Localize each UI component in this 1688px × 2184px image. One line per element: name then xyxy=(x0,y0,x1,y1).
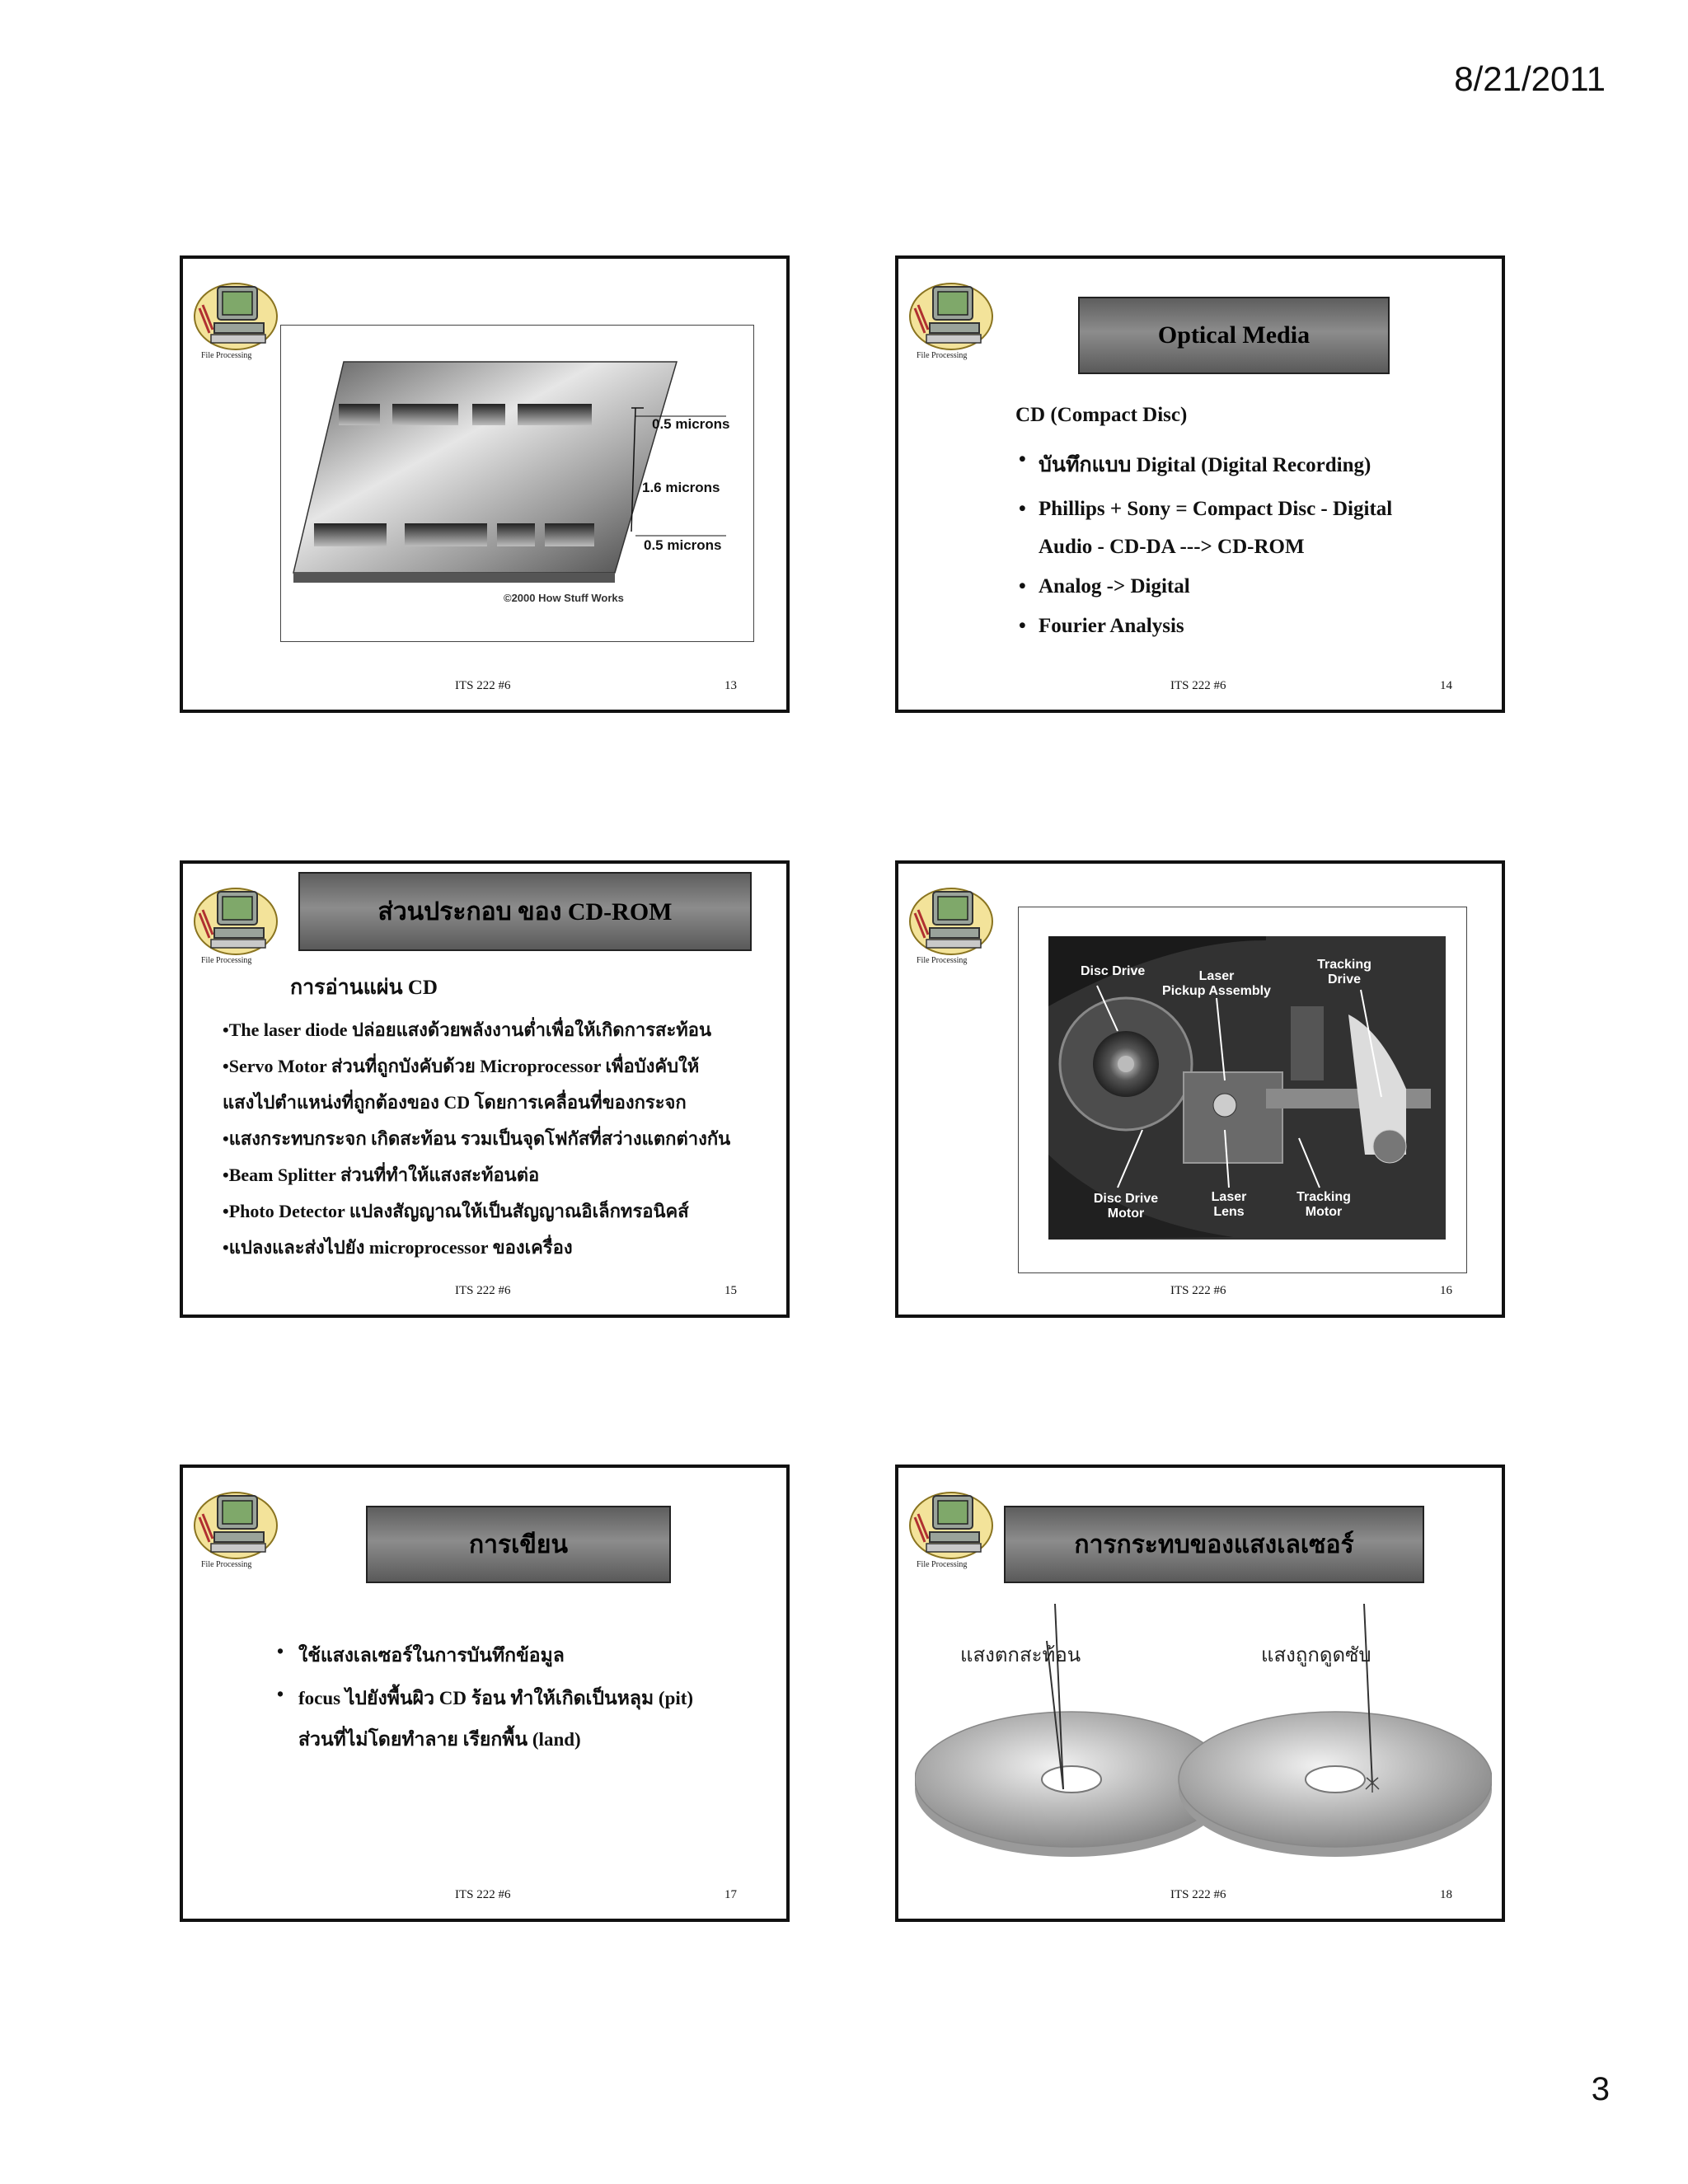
footer-course: ITS 222 #6 xyxy=(455,679,511,692)
slide-13 xyxy=(180,255,790,713)
label-copyright: ©2000 How Stuff Works xyxy=(504,592,624,604)
label-disc-drive-motor-1: Disc Drive xyxy=(1093,1192,1159,1206)
slide-number: 13 xyxy=(724,679,737,692)
label-pickup-assembly: Pickup Assembly xyxy=(1162,984,1271,998)
text-line: •Photo Detector แปลงสัญญาณให้เป็นสัญญาณอิเล็กทรอนิคส์ xyxy=(223,1201,689,1221)
slide-number: 17 xyxy=(724,1888,737,1901)
label-0-5-microns-bottom: 0.5 microns xyxy=(644,537,722,553)
logo-label: File Processing xyxy=(201,956,252,965)
footer-course: ITS 222 #6 xyxy=(455,1284,511,1297)
text-line: •Beam Splitter ส่วนที่ทำให้แสงสะท้อนต่อ xyxy=(223,1165,540,1185)
label-disc-drive: Disc Drive xyxy=(1081,964,1146,978)
slide-17 xyxy=(180,1465,790,1922)
logo-label: File Processing xyxy=(917,1560,968,1569)
label-1-6-microns: 1.6 microns xyxy=(642,480,720,495)
slide-title: ส่วนประกอบ ของ CD-ROM xyxy=(298,872,752,951)
bullet-item: • บันทึกแบบ Digital (Digital Recording) xyxy=(1015,448,1392,481)
computer-clipart-icon xyxy=(908,1484,995,1563)
computer-clipart-icon xyxy=(193,1484,279,1563)
logo-label: File Processing xyxy=(201,351,252,360)
slide-16 xyxy=(895,860,1505,1318)
label-laser-lens-1: Laser xyxy=(1211,1190,1247,1204)
slide-number: 15 xyxy=(724,1284,737,1297)
computer-clipart-icon xyxy=(193,880,279,958)
logo-label: File Processing xyxy=(917,956,968,965)
cd-reading-lines xyxy=(223,1012,730,1266)
cd-drive-photo-frame xyxy=(1018,907,1467,1273)
label-absorbed-light: แสงถูกดูดซับ xyxy=(1261,1643,1372,1666)
bullet-list xyxy=(274,1641,693,1768)
slide-18 xyxy=(895,1465,1505,1922)
text-line: •แปลงและส่งไปยัง microprocessor ของเครื่อง xyxy=(223,1237,573,1258)
label-disc-drive-motor-2: Motor xyxy=(1107,1207,1145,1221)
bullet-item: • focus ไปยังพื้นผิว CD ร้อน ทำให้เกิดเป็นหลุม (pit) ส่วนที่ไม่โดยทำลาย เรียกพื้น (land) xyxy=(274,1684,693,1755)
label-0-5-microns-top: 0.5 microns xyxy=(652,416,730,432)
slide-title: การเขียน xyxy=(366,1506,671,1583)
footer-course: ITS 222 #6 xyxy=(1170,1284,1226,1297)
computer-clipart-icon xyxy=(908,275,995,354)
bullet-item: • Analog -> Digital xyxy=(1015,575,1392,598)
page-date: 8/21/2011 xyxy=(1454,59,1606,98)
bullet-item: • Fourier Analysis xyxy=(1015,615,1392,638)
label-tracking: Tracking xyxy=(1317,958,1372,972)
label-tracking-motor-1: Tracking xyxy=(1296,1190,1351,1204)
slide-number: 14 xyxy=(1440,679,1452,692)
text-line: •แสงกระทบกระจก เกิดสะท้อน รวมเป็นจุดโฟกัสที่สว่างแตกต่างกัน xyxy=(223,1128,731,1149)
laser-reflection-figure xyxy=(915,1591,1492,1863)
cd-layers-illustration xyxy=(281,326,753,640)
cd-drive-photo xyxy=(1019,907,1465,1272)
label-reflected-light: แสงตกสะท้อน xyxy=(960,1643,1081,1666)
label-laser-lens-2: Lens xyxy=(1213,1205,1245,1219)
slide-number: 18 xyxy=(1440,1888,1452,1901)
computer-clipart-icon xyxy=(193,275,279,354)
text-line: •Servo Motor ส่วนที่ถูกบังคับด้วย Microprocessor เพื่อบังคับให้ xyxy=(223,1056,700,1076)
label-laser: Laser xyxy=(1198,969,1235,983)
computer-clipart-icon xyxy=(908,880,995,958)
bullet-item: • ใช้แสงเลเซอร์ในการบันทึกข้อมูล xyxy=(274,1641,693,1671)
page-number: 3 xyxy=(1591,2071,1610,2107)
logo-label: File Processing xyxy=(917,351,968,360)
slide-14 xyxy=(895,255,1505,713)
footer-course: ITS 222 #6 xyxy=(455,1888,511,1901)
footer-course: ITS 222 #6 xyxy=(1170,679,1226,692)
cd-microns-figure xyxy=(280,325,754,642)
label-drive: Drive xyxy=(1327,972,1362,987)
footer-course: ITS 222 #6 xyxy=(1170,1888,1226,1901)
slide-number: 16 xyxy=(1440,1284,1452,1297)
text-line: แสงไปตำแหน่งที่ถูกต้องของ CD โดยการเคลื่อนที่ของกระจก xyxy=(223,1092,687,1113)
label-tracking-motor-2: Motor xyxy=(1305,1205,1343,1219)
section-heading: การอ่านแผ่น CD xyxy=(290,977,438,999)
slide-title: การกระทบของแสงเลเซอร์ xyxy=(1004,1506,1424,1583)
bullet-item: • Phillips + Sony = Compact Disc - Digital Audio - CD-DA ---> CD-ROM xyxy=(1015,498,1392,559)
slide-15 xyxy=(180,860,790,1318)
section-heading: CD (Compact Disc) xyxy=(1015,404,1188,426)
text-line: •The laser diode ปล่อยแสงด้วยพลังงานต่ำเพื่อให้เกิดการสะท้อน xyxy=(223,1019,712,1040)
logo-label: File Processing xyxy=(201,1560,252,1569)
bullet-list xyxy=(1015,448,1392,654)
slide-title: Optical Media xyxy=(1078,297,1390,374)
